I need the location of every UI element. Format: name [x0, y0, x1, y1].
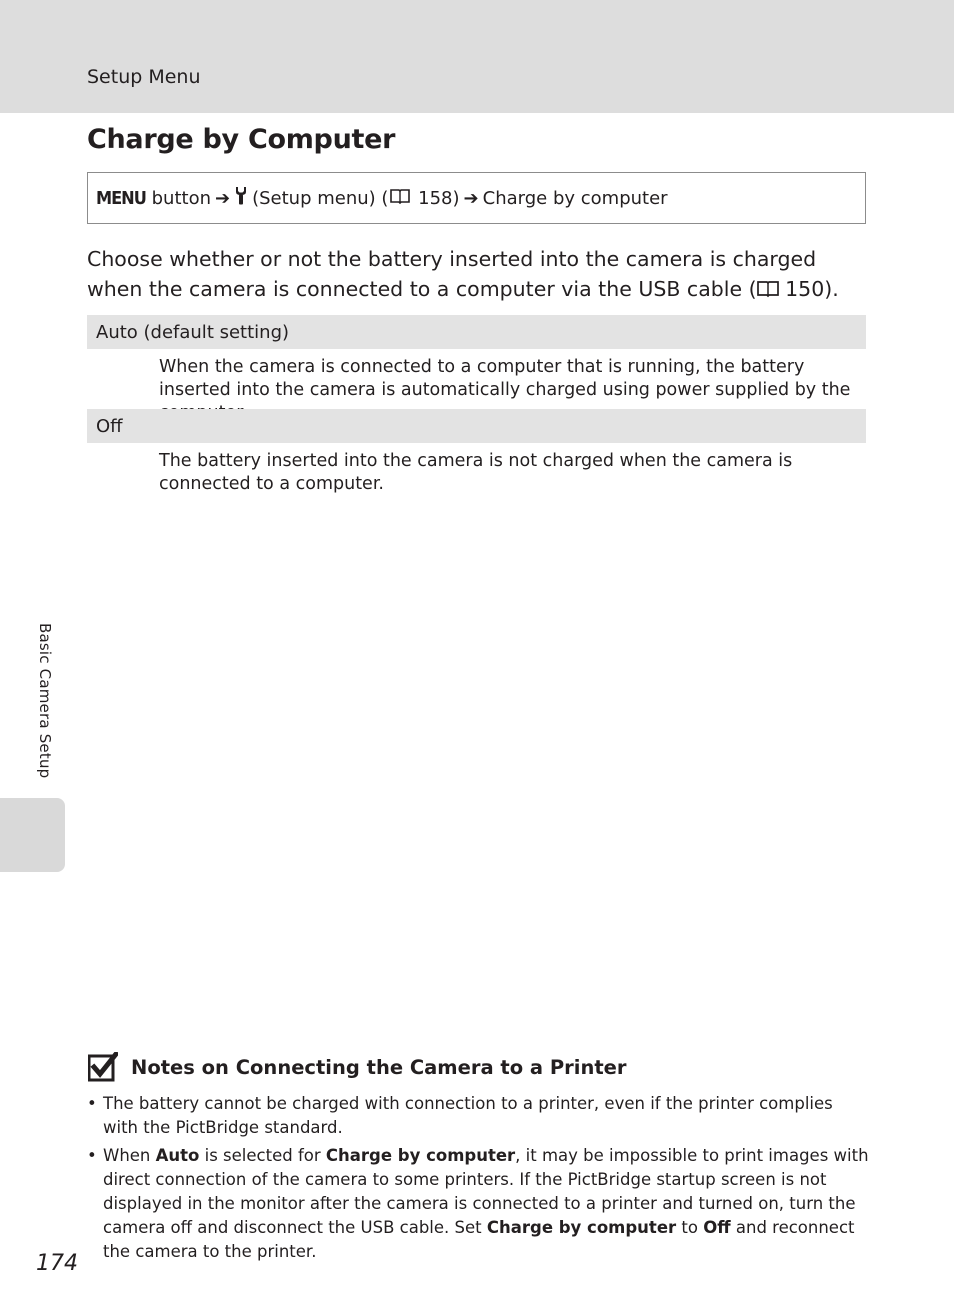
list-item: [87, 1144, 872, 1264]
page-number: 174: [36, 1251, 78, 1276]
intro-text: Choose whether or not the battery inserted into the camera is charged when the camera is connected to a computer via the USB cable (: [87, 247, 817, 301]
arrow-icon: ➔: [215, 187, 231, 209]
setup-menu-label: (Setup menu) (: [252, 187, 389, 209]
menu-path-box: [87, 172, 866, 224]
notes-list: [87, 1092, 872, 1268]
arrow-icon: ➔: [463, 187, 479, 209]
note-text: When Auto is selected for Charge by computer, it may be impossible to print images with direct connection of the camera to some printers. If the PictBridge startup screen is not displayed in the monitor after the camera is connected to a printer and turned on, turn the camera off and disconnect the USB cable. Set Charge by computer to Off and reconnect the camera to the printer.: [103, 1146, 869, 1261]
page-title: Charge by Computer: [87, 124, 396, 155]
intro-page-ref: 150).: [785, 277, 839, 301]
section-label: Setup Menu: [87, 66, 201, 88]
book-reference-icon: [390, 188, 410, 209]
note-text: The battery cannot be charged with connection to a printer, even if the printer complies with the PictBridge standard.: [103, 1094, 833, 1137]
check-note-icon: [88, 1052, 118, 1082]
bullet-icon: •: [87, 1146, 97, 1165]
button-label: button: [151, 187, 211, 209]
option-label: Auto (default setting): [96, 321, 290, 343]
notes-title: Notes on Connecting the Camera to a Printer: [131, 1056, 627, 1079]
option-off-header: [87, 409, 866, 443]
intro-paragraph: [87, 244, 872, 306]
book-reference-icon: [757, 276, 779, 306]
header-band: [0, 0, 954, 113]
list-item: [87, 1092, 872, 1140]
side-tab-marker: [0, 798, 65, 872]
wrench-icon: [234, 186, 248, 210]
side-tab-label: Basic Camera Setup: [36, 623, 54, 779]
option-label: Off: [96, 415, 123, 437]
option-auto-description: When the camera is connected to a computer that is running, the battery inserted into the camera is automatically charged using power supplied by the: [159, 357, 851, 400]
option-off-description: The battery inserted into the camera is not charged when the camera is connected to a computer.: [159, 451, 793, 494]
bullet-icon: •: [87, 1094, 97, 1113]
option-auto-header: [87, 315, 866, 349]
menu-button-icon: MENU: [96, 187, 146, 209]
menu-path-target: Charge by computer: [482, 187, 668, 209]
page-ref: 158): [418, 187, 460, 209]
